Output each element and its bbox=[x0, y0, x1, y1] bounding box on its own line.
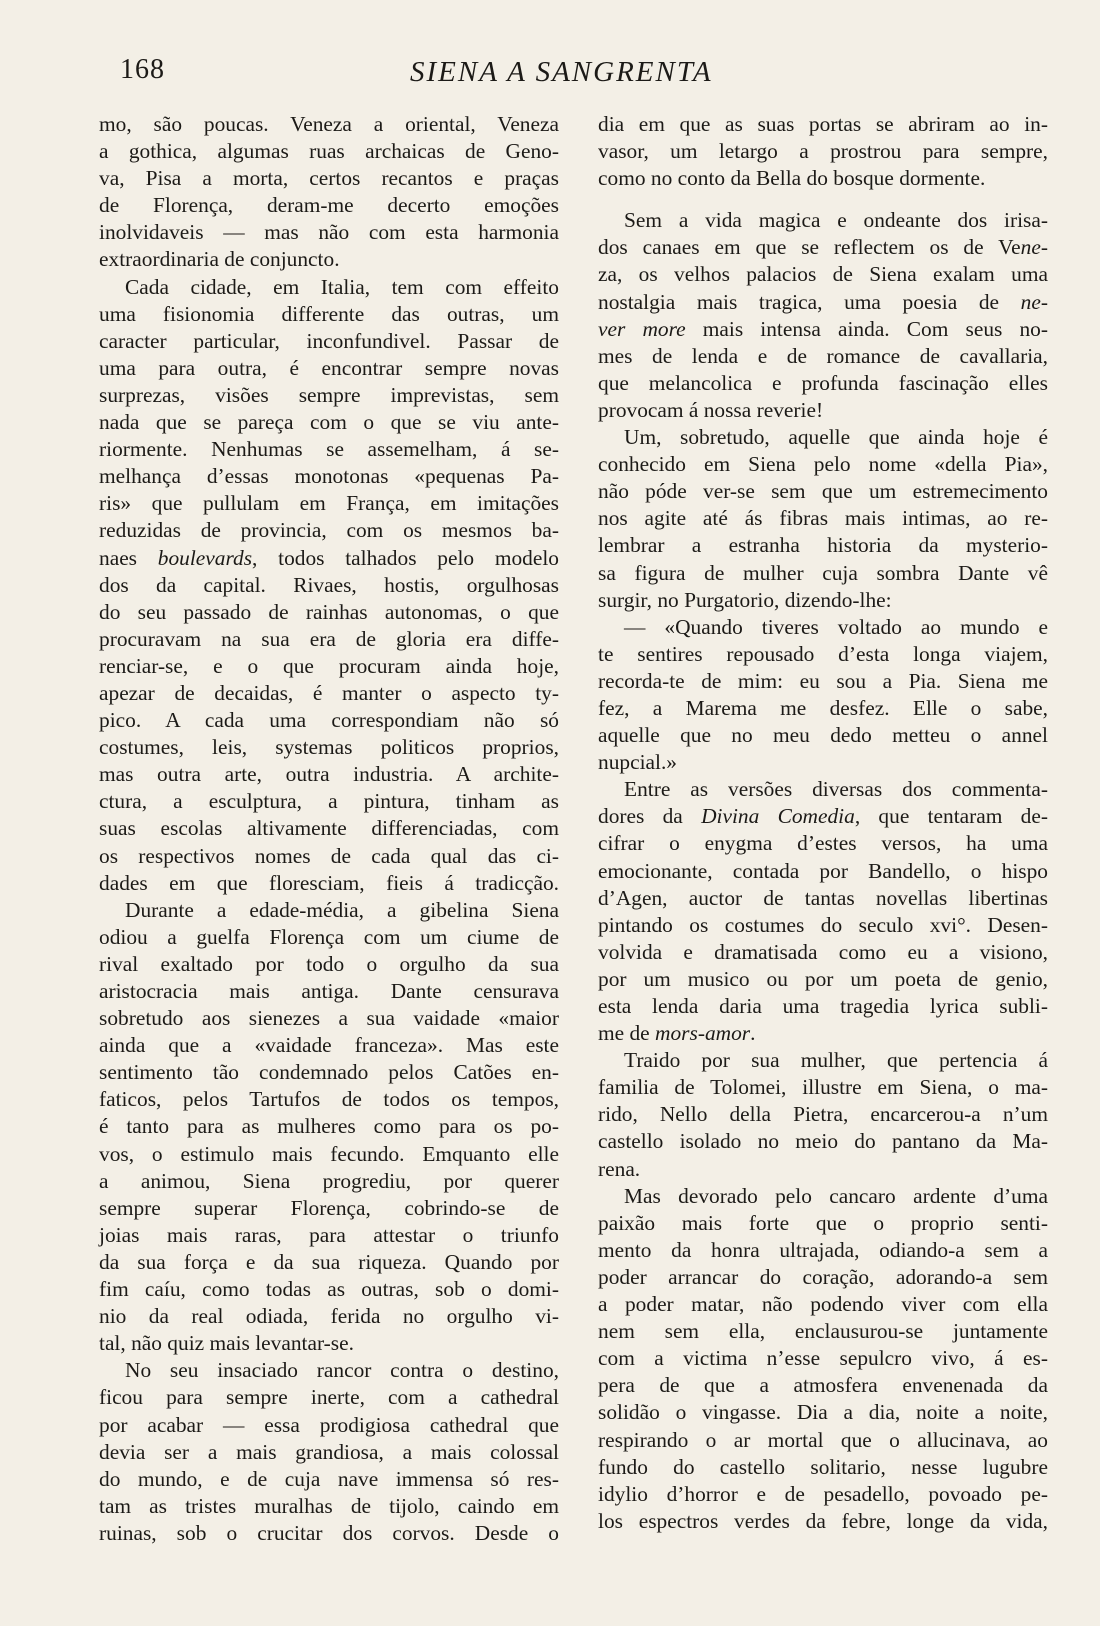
text-line: castello isolado no meio do pantano da Ma- bbox=[598, 1129, 1048, 1154]
text-line: idylio d’horror e de pesadello, povoado pe- bbox=[598, 1481, 1048, 1506]
text-line: Cada cidade, em Italia, tem com effeito bbox=[125, 274, 559, 299]
text-line: a animou, Siena progrediu, por querer bbox=[99, 1168, 559, 1193]
text-line: caracter particular, inconfundivel. Passar de bbox=[99, 328, 559, 353]
text-line: riormente. Nenhumas se assemelham, á se- bbox=[99, 437, 559, 462]
text-line: pera de que a atmosfera envenenada da bbox=[598, 1373, 1048, 1398]
text-line: me de mors-amor. bbox=[598, 1021, 756, 1046]
text-line: rido, Nello della Pietra, encarcerou-a n’um bbox=[598, 1102, 1048, 1127]
text-line: Entre as versões diversas dos commenta- bbox=[624, 777, 1048, 802]
text-line: — «Quando tiveres voltado ao mundo e bbox=[624, 614, 1048, 639]
text-line: mes de lenda e de romance de cavallaria, bbox=[598, 343, 1048, 368]
text-line: surgir, no Purgatorio, dizendo-lhe: bbox=[598, 587, 892, 612]
text-line: poder arrancar do coração, adorando-a sem bbox=[598, 1264, 1048, 1289]
text-line: emocionante, contada por Bandello, o hispo bbox=[598, 858, 1048, 883]
text-line: ctura, a esculptura, a pintura, tinham as bbox=[99, 789, 559, 814]
text-line: renciar-se, e o que procuram ainda hoje, bbox=[99, 653, 559, 678]
text-line: sobretudo aos sienezes a sua vaidade «maior bbox=[99, 1006, 559, 1031]
text-line: devia ser a mais grandiosa, a mais colossal bbox=[99, 1439, 559, 1464]
text-line: é tanto para as mulheres como para os po- bbox=[99, 1114, 559, 1139]
text-line: solidão o vingasse. Dia a dia, noite a noite, bbox=[598, 1400, 1048, 1425]
text-line: como no conto da Bella do bosque dormente. bbox=[598, 166, 986, 191]
page-header bbox=[110, 54, 960, 94]
text-line: fim caíu, como todas as outras, sob o domi- bbox=[99, 1277, 559, 1302]
text-line: dos da capital. Rivaes, hostis, orgulhosas bbox=[99, 572, 559, 597]
text-line: recorda-te de mim: eu sou a Pia. Siena me bbox=[598, 668, 1048, 693]
text-line: não póde ver-se sem que um estremecimento bbox=[598, 479, 1048, 504]
text-line: fundo do castello solitario, nesse lugubre bbox=[598, 1454, 1048, 1479]
text-line: Traido por sua mulher, que pertencia á bbox=[624, 1048, 1048, 1073]
text-line: surprezas, visões sempre imprevistas, sem bbox=[99, 382, 559, 407]
text-line: mas outra arte, outra industria. A archite- bbox=[99, 762, 559, 787]
text-line: da sua força e da sua riqueza. Quando por bbox=[99, 1249, 559, 1274]
text-line: ficou para sempre inerte, com a cathedral bbox=[99, 1385, 559, 1410]
text-line: odiou a guelfa Florença com um ciume de bbox=[99, 924, 559, 949]
text-line: conhecido em Siena pelo nome «della Pia», bbox=[598, 452, 1048, 477]
text-line: Um, sobretudo, aquelle que ainda hoje é bbox=[624, 425, 1048, 450]
text-line: tal, não quiz mais levantar-se. bbox=[99, 1331, 354, 1356]
text-line: faticos, pelos Tartufos de todos os tempos, bbox=[99, 1087, 559, 1112]
paragraph-gap bbox=[598, 192, 1048, 207]
text-line: suas escolas altivamente differenciadas, com bbox=[99, 816, 559, 841]
text-line: nos agite até ás fibras mais intimas, ao re- bbox=[598, 506, 1048, 531]
text-line: por um musico ou por um poeta de genio, bbox=[598, 966, 1048, 991]
text-line: vos, o estimulo mais fecundo. Emquanto elle bbox=[99, 1141, 559, 1166]
text-line: ainda que a «vaidade franceza». Mas este bbox=[99, 1033, 559, 1058]
text-line: procuravam na sua era de gloria era diffe- bbox=[99, 626, 559, 651]
text-line: nostalgia mais tragica, uma poesia de ne- bbox=[598, 289, 1048, 314]
text-line: nupcial.» bbox=[598, 750, 678, 775]
text-line: los espectros verdes da febre, longe da vida, bbox=[598, 1508, 1048, 1533]
text-line: paixão mais forte que o proprio senti- bbox=[598, 1210, 1048, 1235]
text-line: cifrar o enygma d’estes versos, ha uma bbox=[598, 831, 1048, 856]
text-line: os respectivos nomes de cada qual das ci- bbox=[99, 843, 559, 868]
text-line: melhança d’essas monotonas «pequenas Pa- bbox=[99, 464, 559, 489]
text-line: dores da Divina Comedia, que tentaram de- bbox=[598, 804, 1048, 829]
text-line: do mundo, e de cuja nave immensa só res- bbox=[99, 1466, 559, 1491]
text-line: pico. A cada uma correspondiam não só bbox=[99, 708, 559, 733]
text-line: esta lenda daria uma tragedia lyrica subli- bbox=[598, 994, 1048, 1018]
text-line: pintando os costumes do seculo xvi°. Desen- bbox=[598, 912, 1048, 937]
text-line: do seu passado de rainhas autonomas, o que bbox=[99, 599, 559, 624]
text-line: vasor, um letargo a prostrou para sempre, bbox=[598, 139, 1048, 164]
text-line: que melancolica e profunda fascinação elles bbox=[598, 370, 1048, 395]
text-line: dades em que floresciam, fieis á tradicção. bbox=[99, 870, 559, 895]
text-line: dos canaes em que se reflectem os de Vene- bbox=[598, 235, 1048, 260]
page-number: 168 bbox=[120, 54, 165, 85]
text-line: familia de Tolomei, illustre em Siena, o ma- bbox=[598, 1075, 1048, 1100]
text-line: sa figura de mulher cuja sombra Dante vê bbox=[598, 560, 1048, 585]
text-line: ver more mais intensa ainda. Com seus no- bbox=[598, 316, 1048, 341]
text-line: de Florença, deram-me decerto emoções bbox=[99, 193, 559, 218]
text-line: Durante a edade-média, a gibelina Siena bbox=[125, 897, 559, 922]
text-line: za, os velhos palacios de Siena exalam uma bbox=[598, 262, 1048, 287]
text-line: a gothica, algumas ruas archaicas de Geno- bbox=[99, 139, 559, 164]
text-line: uma para outra, é encontrar sempre novas bbox=[99, 355, 559, 380]
text-line: sempre superar Florença, cobrindo-se de bbox=[99, 1195, 559, 1220]
text-line: te sentires repousado d’esta longa viajem, bbox=[598, 641, 1048, 666]
text-line: nio da real odiada, ferida no orgulho vi- bbox=[99, 1304, 559, 1329]
right-column bbox=[598, 111, 1048, 1535]
text-line: sentimento tão condemnado pelos Catões en- bbox=[99, 1060, 559, 1085]
text-line: com a victima n’esse sepulcro vivo, á es- bbox=[598, 1346, 1048, 1371]
text-line: mento da honra ultrajada, odiando-a sem a bbox=[598, 1237, 1048, 1262]
text-line: Mas devorado pelo cancaro ardente d’uma bbox=[624, 1183, 1048, 1208]
text-line: rena. bbox=[598, 1156, 641, 1181]
text-line: costumes, leis, systemas politicos proprios, bbox=[99, 735, 559, 760]
left-column bbox=[99, 111, 559, 1547]
text-line: No seu insaciado rancor contra o destino, bbox=[125, 1358, 559, 1383]
text-line: extraordinaria de conjuncto. bbox=[99, 247, 340, 272]
text-line: naes boulevards, todos talhados pelo modelo bbox=[99, 545, 559, 570]
text-line: a poder matar, não podendo viver com ella bbox=[598, 1292, 1048, 1317]
text-line: tam as tristes muralhas de tijolo, caindo em bbox=[99, 1493, 559, 1518]
text-line: va, Pisa a morta, certos recantos e praças bbox=[99, 166, 559, 191]
text-line: aquelle que no meu dedo metteu o annel bbox=[598, 723, 1048, 748]
text-line: nada que se pareça com o que se viu ante- bbox=[99, 410, 559, 435]
text-line: respirando o ar mortal que o allucinava, ao bbox=[598, 1427, 1048, 1452]
text-line: dia em que as suas portas se abriram ao in- bbox=[598, 112, 1048, 136]
text-line: provocam á nossa reverie! bbox=[598, 397, 824, 422]
text-line: inolvidaveis — mas não com esta harmonia bbox=[99, 220, 559, 245]
text-line: Sem a vida magica e ondeante dos irisa- bbox=[624, 208, 1048, 233]
text-line: volvida e dramatisada como eu a visiono, bbox=[598, 939, 1048, 964]
text-line: lembrar a estranha historia da mysterio- bbox=[598, 533, 1048, 558]
text-line: por acabar — essa prodigiosa cathedral que bbox=[99, 1412, 559, 1437]
text-line: fez, a Marema me desfez. Elle o sabe, bbox=[598, 695, 1048, 720]
text-line: ris» que pullulam em França, em imitações bbox=[99, 491, 559, 516]
text-line: mo, são poucas. Veneza a oriental, Veneza bbox=[99, 112, 559, 136]
text-line: apezar de decaidas, é manter o aspecto ty- bbox=[99, 680, 559, 705]
text-line: reduzidas de provincia, com os mesmos ba- bbox=[99, 518, 559, 543]
text-line: joias mais raras, para attestar o triunfo bbox=[99, 1222, 559, 1247]
text-line: d’Agen, auctor de tantas novellas libertinas bbox=[598, 885, 1048, 910]
text-line: ruinas, sob o crucitar dos corvos. Desde o bbox=[99, 1520, 559, 1545]
text-line: uma fisionomia differente das outras, um bbox=[99, 301, 559, 326]
running-title: SIENA A SANGRENTA bbox=[410, 56, 713, 88]
text-line: rival exaltado por todo o orgulho da sua bbox=[99, 951, 559, 976]
text-line: nem sem ella, enclausurou-se juntamente bbox=[598, 1319, 1048, 1344]
text-line: aristocracia mais antiga. Dante censurava bbox=[99, 979, 559, 1003]
